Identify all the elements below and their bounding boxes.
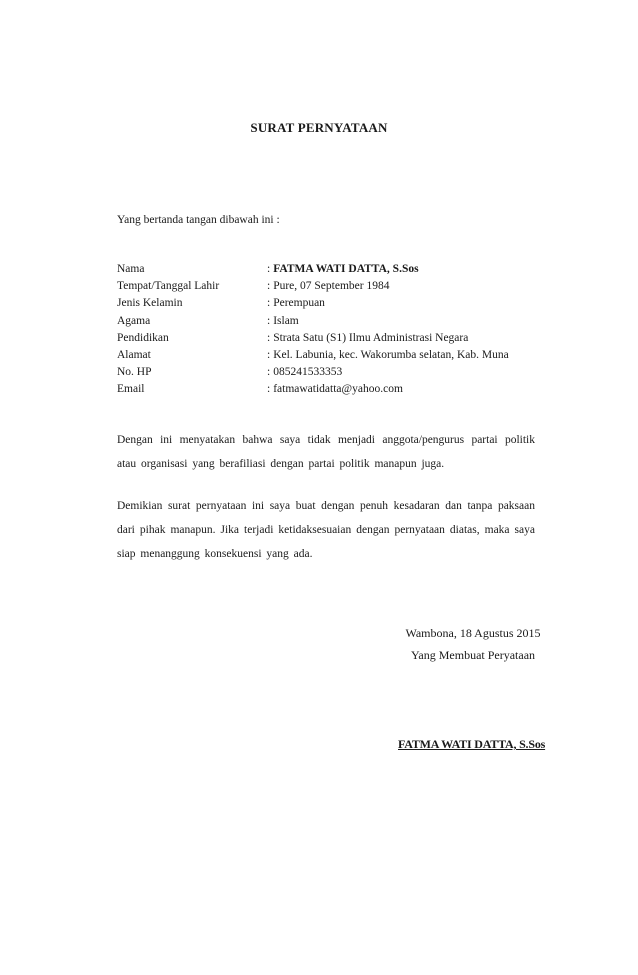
field-separator: : <box>267 280 271 293</box>
field-row-nama <box>117 261 537 278</box>
field-label: No. HP <box>117 366 152 379</box>
field-value-jenis-kelamin: Perempuan <box>273 297 325 310</box>
field-separator: : <box>267 297 271 310</box>
field-label: Tempat/Tanggal Lahir <box>117 280 220 293</box>
intro-text: Yang bertanda tangan dibawah ini : <box>117 214 280 226</box>
field-row-pendidikan <box>117 330 537 347</box>
field-separator: : <box>267 331 271 344</box>
field-label: Pendidikan <box>117 331 169 344</box>
field-value-email: fatmawatidatta@yahoo.com <box>273 383 403 396</box>
field-label: Email <box>117 383 145 396</box>
identity-fields <box>117 261 537 399</box>
field-row-email <box>117 381 537 398</box>
field-row-agama <box>117 313 537 330</box>
field-label: Alamat <box>117 348 151 361</box>
field-separator: : <box>267 383 271 396</box>
field-value-nama: FATMA WATI DATTA, S.Sos <box>273 263 419 275</box>
field-separator: : <box>267 366 271 379</box>
field-label: Agama <box>117 314 151 327</box>
field-separator: : <box>267 263 271 275</box>
field-value-no-hp: 085241533353 <box>273 366 343 379</box>
field-value-tempat-tanggal-lahir: Pure, 07 September 1984 <box>273 280 390 293</box>
field-label: Nama <box>117 263 145 275</box>
closing-paragraph: Demikian surat pernyataan ini saya buat dengan penuh kesadaran dan tanpa paksaan dari pihak manapun. Jika terjadi ketidaksesuaian dengan pernyataan diatas, maka saya siap menanggung konsekuensi yang ada. <box>117 500 535 560</box>
document-title: SURAT PERNYATAAN <box>250 120 388 135</box>
place-date: Wambona, 18 Agustus 2015 <box>405 626 541 640</box>
field-value-pendidikan: Strata Satu (S1) Ilmu Administrasi Negara <box>273 331 469 344</box>
field-separator: : <box>267 314 271 327</box>
field-row-tempat-tanggal-lahir <box>117 278 537 295</box>
field-value-agama: Islam <box>273 314 299 327</box>
field-label: Jenis Kelamin <box>117 297 183 310</box>
field-row-alamat <box>117 347 537 364</box>
field-row-jenis-kelamin <box>117 295 537 312</box>
statement-paragraph: Dengan ini menyatakan bahwa saya tidak menjadi anggota/pengurus partai politik atau organisasi yang berafiliasi dengan partai politik manapun juga. <box>117 434 535 470</box>
field-value-alamat: Kel. Labunia, kec. Wakorumba selatan, Kab. Muna <box>273 348 509 361</box>
signer-role: Yang Membuat Peryataan <box>410 648 536 662</box>
field-row-no-hp <box>117 364 537 381</box>
field-separator: : <box>267 348 271 361</box>
signature-name: FATMA WATI DATTA, S.Sos <box>398 737 546 751</box>
